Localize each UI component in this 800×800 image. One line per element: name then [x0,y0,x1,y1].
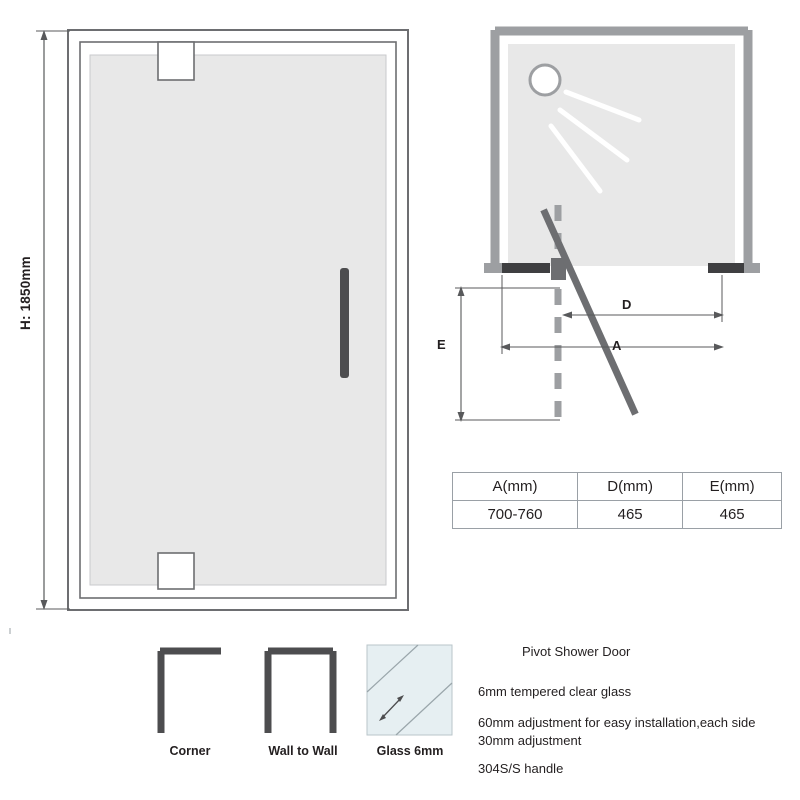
spec-value-e: 465 [683,501,782,529]
icon-caption-glass: Glass 6mm [376,744,444,758]
spec-table-header-row [453,473,782,501]
dim-a-arrow-right [714,344,724,351]
spec-header-e: E(mm) [683,473,782,501]
spec-header-a: A(mm) [453,473,578,501]
dim-e-label: E [437,337,446,352]
door-handle [340,268,349,378]
spec-value-a: 700-760 [453,501,578,529]
bottom-rail-left [500,263,550,273]
corner-profile-icon [160,651,221,733]
shower-head-icon [530,65,560,95]
table-row [453,501,782,529]
spec-value-d: 465 [578,501,683,529]
bottom-rail-right [708,263,750,273]
glass-thickness-icon [367,645,452,735]
bottom-rail-wall-right [744,263,760,273]
dim-a-label: A [612,338,622,353]
plan-view [455,30,760,425]
wall-to-wall-profile-icon [268,651,333,733]
info-panel-icons [160,645,452,735]
feature-glass: 6mm tempered clear glass [478,684,632,699]
icon-caption-wall-to-wall: Wall to Wall [268,744,338,758]
top-pivot-bracket [158,42,194,80]
icon-caption-corner: Corner [169,744,211,758]
spec-table [452,472,782,529]
height-dimension-label: H: 1850mm [18,256,33,330]
feature-handle: 304S/S handle [478,761,564,776]
spec-header-d: D(mm) [578,473,683,501]
front-elevation-view [10,30,408,634]
dim-d-label: D [622,297,632,312]
dim-d-arrow-left [562,312,572,319]
feature-adjustment: 60mm adjustment for easy installation,each side 30mm adjustment [478,715,756,748]
bottom-pivot-bracket [158,553,194,589]
bottom-rail-wall-left [484,263,502,273]
product-title: Pivot Shower Door [522,644,631,659]
